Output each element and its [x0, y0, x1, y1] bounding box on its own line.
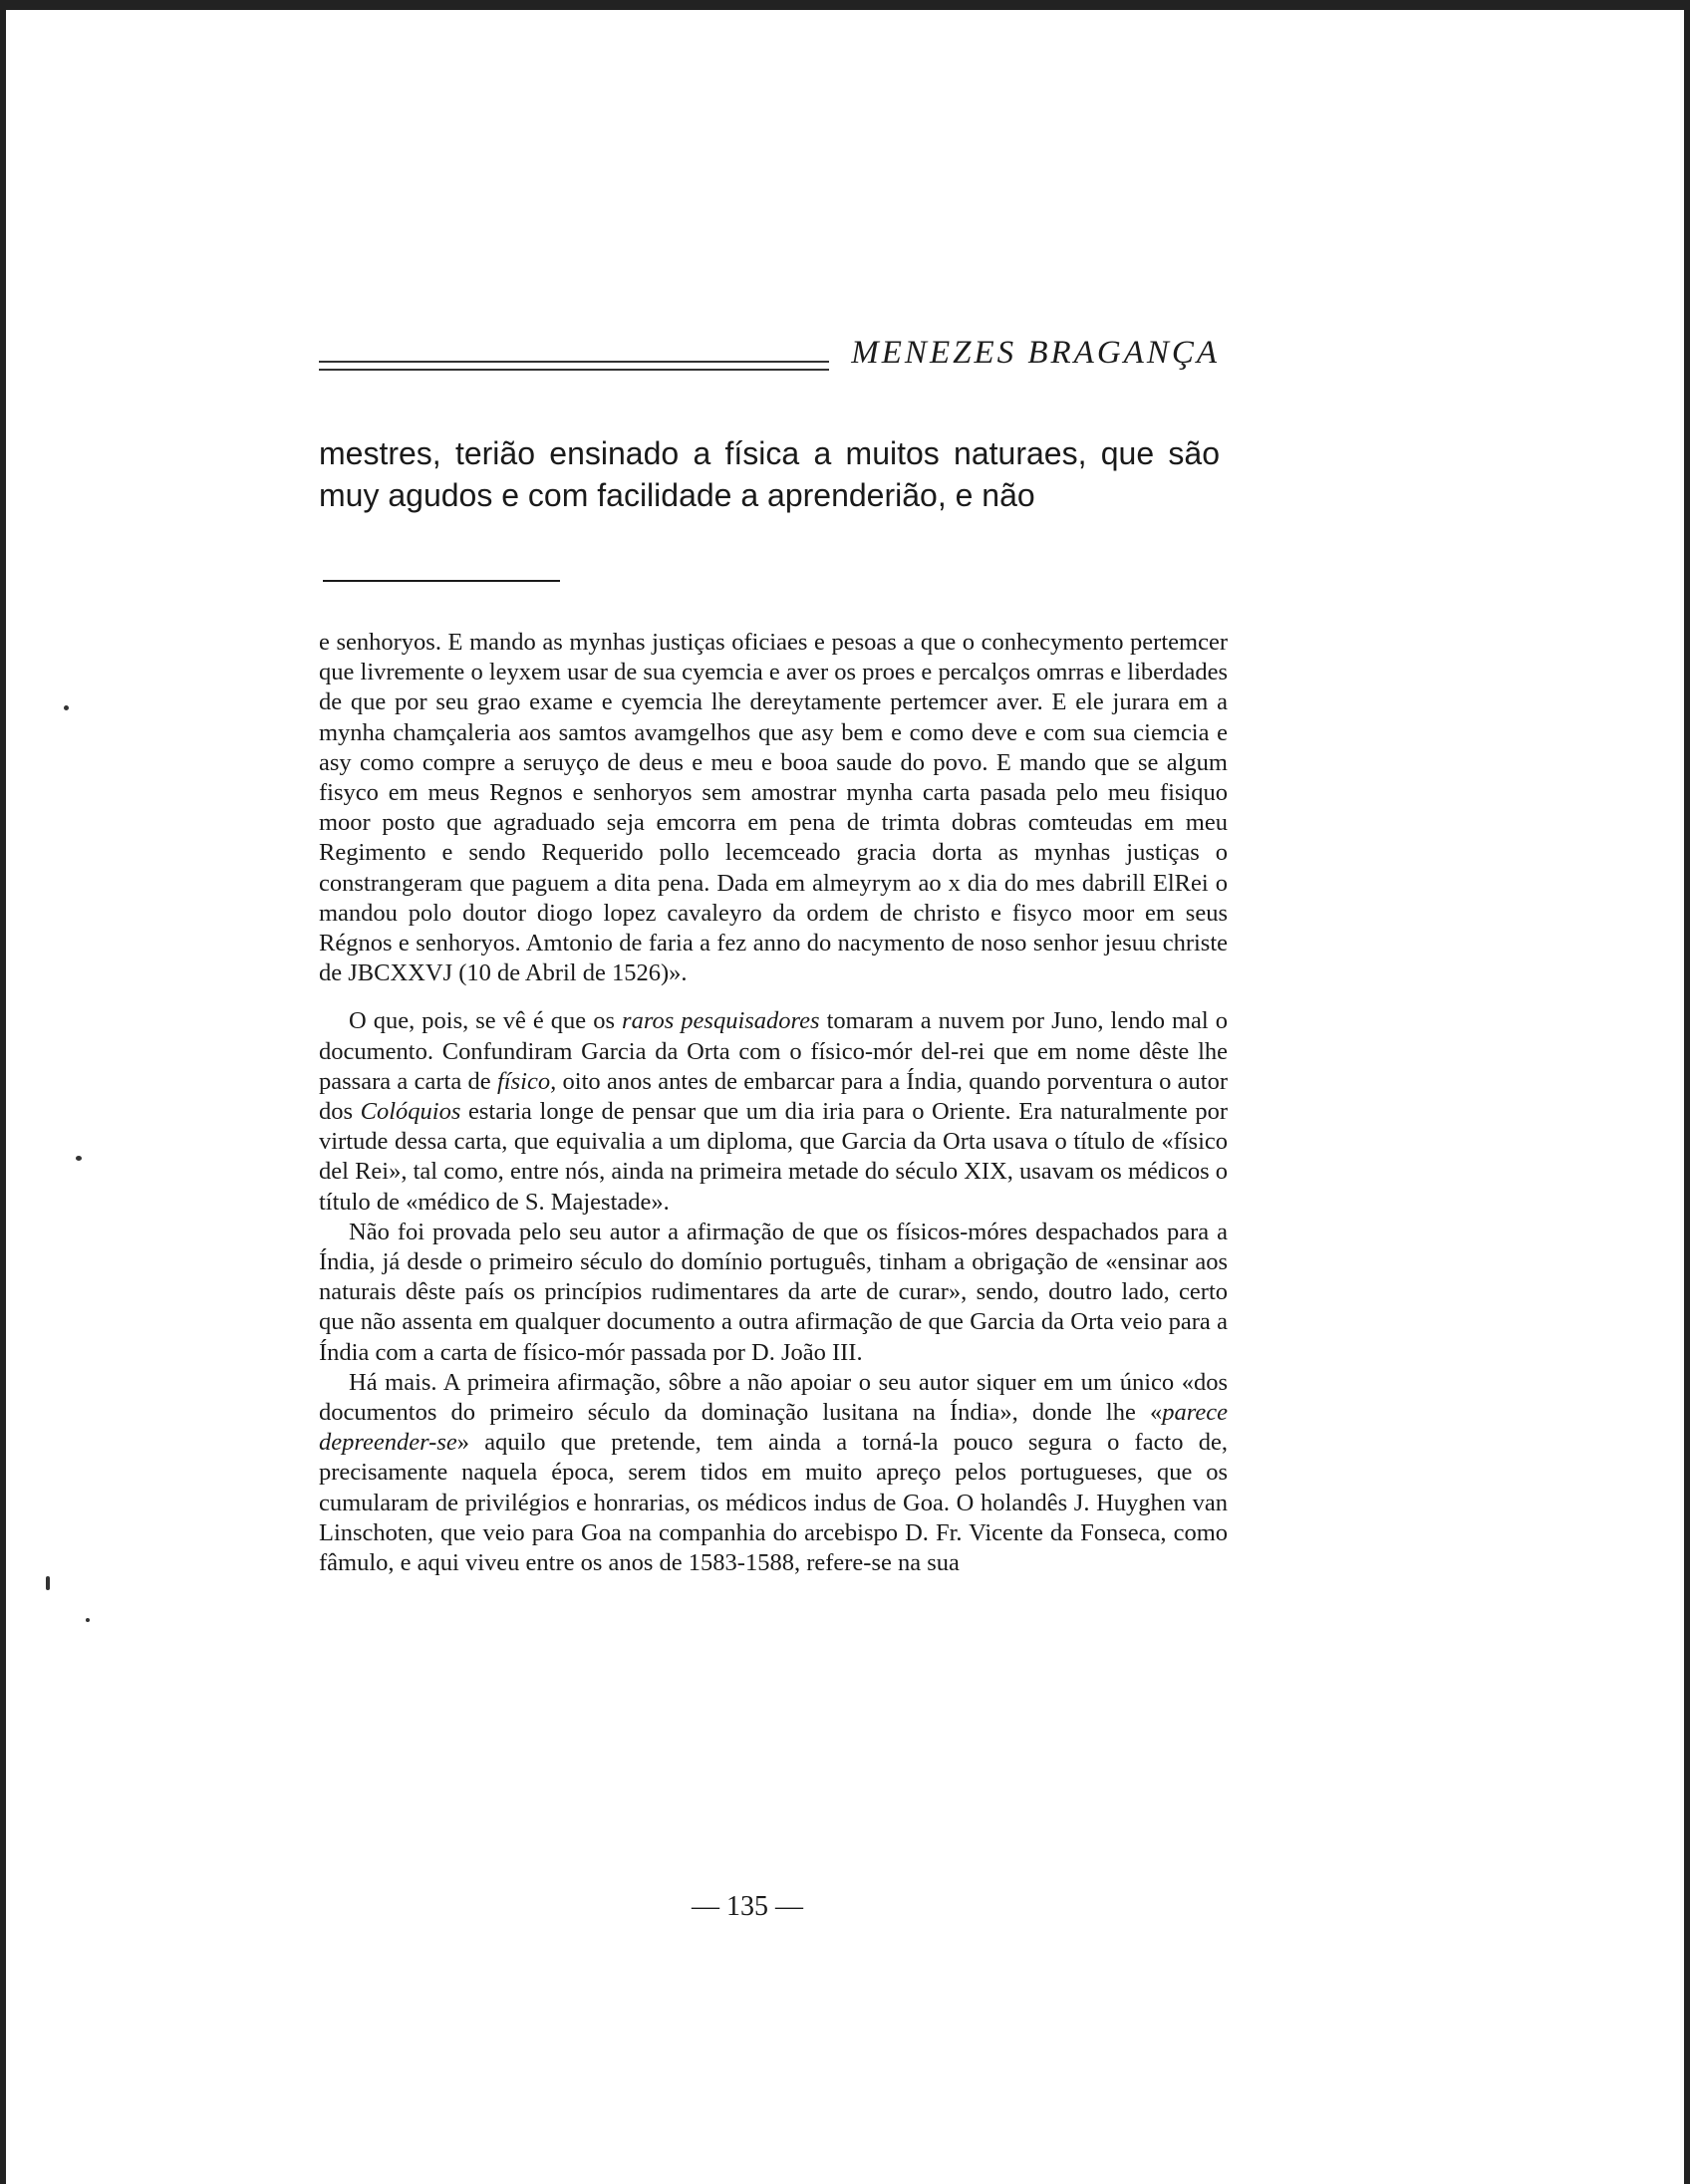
scan-speck [76, 1156, 82, 1161]
scan-speck [46, 1576, 50, 1590]
page-number: — 135 — [692, 1891, 803, 1922]
scan-border-left [0, 0, 6, 2184]
scan-speck [86, 1618, 90, 1622]
running-head [319, 335, 1220, 385]
scan-border-top [0, 0, 1690, 10]
scan-border-right [1684, 0, 1690, 2184]
footnote-separator [323, 580, 560, 582]
running-head-rule [319, 361, 829, 371]
body-text: mestres, terião ensinado a física a muitos naturaes, que são muy agudos e com facilidade a aprenderião, e não [319, 435, 1220, 513]
document-quotation: e senhoryos. E mando as mynhas justiças oficiaes e pesoas a que o conhecymento pertemcer que livremente o leyxem usar de sua cyemcia e aver os proes e percalços omrras e liberdades de que por seu grao exame e cyemcia lhe dereytamente pertemcer aver. E ele jurara em a mynha chamçaleria aos samtos avamgelhos que asy bem e como deve e com sua ciemcia e asy como compre a seruyço de deus e meu e booa saude do povo. E mando que se algum fisyco em meus Regnos e senhoryos sem amostrar mynha carta pasada pelo meu fisiquo moor posto que agraduado seja emcorra em pena de trimta dobras comteudas em meu Regimento e sendo Requerido pollo lecemceado gracia dorta as mynhas justiças o constrangeram que paguem a dita pena. Dada em almeyrym ao x dia do mes dabrill ElRei o mandou polo doutor diogo lopez cavaleyro da ordem de christo e fisyco moor em seus Régnos e senhoryos. Amtonio de faria a fez anno do nacymento de noso senhor jesuu christe de JBCXXVJ (10 de Abril de 1526)». [319, 629, 1228, 987]
running-head-title: MENEZES BRAGANÇA [851, 335, 1220, 371]
paragraph-3: Há mais. A primeira afirmação, sôbre a não apoiar o seu autor siquer em um único «dos documentos do primeiro século da dominação lusitana na Índia», donde lhe «parece depreender-se» aquilo que pretende, tem ainda a torná-la pouco segura o facto de, precisamente naquela época, serem tidos em muito apreço pelos portugueses, que os cumularam de privilégios e honrarias, os médicos indus de Goa. O holandês J. Huyghen van Linschoten, que veio para Goa na companhia do arcebispo D. Fr. Vicente da Fonseca, como fâmulo, e aqui viveu entre os anos de 1583-1588, refere-se na sua [319, 1368, 1228, 1577]
paragraph-2: Não foi provada pelo seu autor a afirmação de que os físicos-móres despachados para a Índia, já desde o primeiro século do domínio português, tinham a obrigação de «ensinar aos naturais dêste país os princípios rudimentares da arte de curar», sendo, doutro lado, certo que não assenta em qualquer documento a outra afirmação de que Garcia da Orta veio para a Índia com a carta de físico-mór passada por D. João III. [319, 1218, 1228, 1366]
notes-section [319, 628, 1228, 1578]
scan-speck [64, 705, 69, 710]
paragraph-1: O que, pois, se vê é que os raros pesquisadores tomaram a nuvem por Juno, lendo mal o documento. Confundiram Garcia da Orta com o físico-mór del-rei que em nome dêste lhe passara a carta de físico, oito anos antes de embarcar para a Índia, quando porventura o autor dos Colóquios estaria longe de pensar que um dia iria para o Oriente. Era naturalmente por virtude dessa carta, que equivalia a um diploma, que Garcia da Orta usava o título de «físico del Rei», tal como, entre nós, ainda na primeira metade do século XIX, usavam os médicos o título de «médico de S. Majestade». [319, 1007, 1229, 1216]
